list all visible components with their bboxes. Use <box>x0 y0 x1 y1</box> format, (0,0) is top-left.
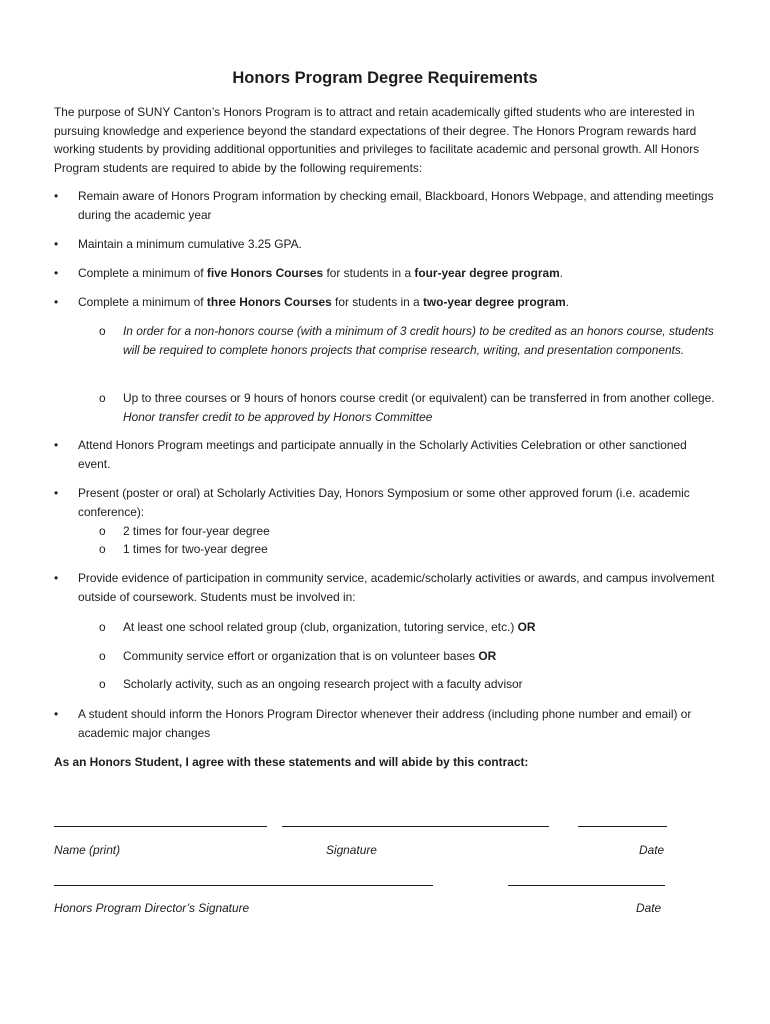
director-date-label: Date <box>636 901 662 915</box>
bullet-icon: • <box>54 237 59 251</box>
emphasis-text: three Honors Courses <box>206 295 332 309</box>
sub-item-text <box>123 389 719 426</box>
requirement-text: A student should inform the Honors Program Director whenever their address (including phone number and email) or academic major changes <box>78 707 692 740</box>
text-segment: Community service effort or organization that is on volunteer bases <box>123 649 479 663</box>
italic-text: Honor transfer credit to be approved by Honors Committee <box>123 409 433 424</box>
bullet-icon: • <box>54 486 59 500</box>
bullet-icon: • <box>54 189 59 203</box>
agreement-statement: As an Honors Student, I agree with these statements and will abide by this contract: <box>54 755 529 769</box>
bullet-icon: • <box>54 266 59 280</box>
circle-bullet-icon: o <box>99 649 106 663</box>
date-line[interactable] <box>578 826 667 827</box>
emphasis-text: four-year degree program <box>414 266 560 280</box>
sub-item-text <box>123 647 719 666</box>
requirement-text <box>78 264 720 283</box>
sub-item <box>99 389 719 426</box>
text-segment: Complete a minimum of <box>78 266 207 280</box>
sub-item <box>99 647 719 666</box>
emphasis-text: five Honors Courses <box>206 266 324 280</box>
circle-bullet-icon: o <box>99 620 106 634</box>
requirement-text: Remain aware of Honors Program information by checking email, Blackboard, Honors Webpage, and attending meetings during the academic year <box>78 189 714 222</box>
sub-item-text <box>123 322 719 359</box>
intro-paragraph: The purpose of SUNY Canton’s Honors Program is to attract and retain academically gifted students who are interested in pursuing knowledge and experience beyond the standard expectations of their degree. The Honors Program rewards hard working students by providing additional opportunities and privileges to facilitate academic and personal growth. All Honors Program students are required to abide by the following requirements: <box>54 105 700 175</box>
page-title: Honors Program Degree Requirements <box>232 69 538 87</box>
circle-bullet-icon: o <box>99 542 106 556</box>
text-segment: . <box>565 295 570 309</box>
requirement-text <box>78 293 720 312</box>
bullet-icon: • <box>54 295 59 309</box>
sub-item <box>99 522 719 541</box>
director-signature-label: Honors Program Director’s Signature <box>54 901 250 915</box>
sub-item-text: 1 times for two-year degree <box>123 542 268 556</box>
director-signature-line[interactable] <box>54 885 433 886</box>
text-segment: for students in a <box>331 295 423 309</box>
emphasis-text: OR <box>478 649 497 663</box>
sub-item <box>99 540 719 559</box>
italic-text: In order for a non-honors course (with a minimum of 3 credit hours) to be credited as an honors course, students will be required to complete honors projects that comprise research, writing, and presentation components. <box>123 324 714 357</box>
requirement-item <box>54 569 720 606</box>
requirement-item <box>54 235 720 254</box>
text-segment: for students in a <box>323 266 415 280</box>
emphasis-text: OR <box>517 620 536 634</box>
requirement-item <box>54 264 720 283</box>
requirement-item <box>54 484 720 521</box>
requirement-text: Maintain a minimum cumulative 3.25 GPA. <box>78 237 302 251</box>
requirement-item <box>54 293 720 312</box>
name-print-label: Name (print) <box>54 843 121 857</box>
requirement-text: Attend Honors Program meetings and participate annually in the Scholarly Activities Celebration or other sanctioned event. <box>78 438 687 471</box>
name-signature-line[interactable] <box>54 826 267 827</box>
requirement-text: Present (poster or oral) at Scholarly Activities Day, Honors Symposium or some other approved forum (i.e. academic conference): <box>78 486 690 519</box>
circle-bullet-icon: o <box>99 324 106 338</box>
text-segment: . <box>559 266 564 280</box>
circle-bullet-icon: o <box>99 677 106 691</box>
sub-item <box>99 322 719 359</box>
director-date-line[interactable] <box>508 885 665 886</box>
bullet-icon: • <box>54 707 59 721</box>
text-segment: Complete a minimum of <box>78 295 207 309</box>
sub-item <box>99 675 719 694</box>
sub-item-text <box>123 618 719 637</box>
signature-line[interactable] <box>282 826 549 827</box>
text-segment: At least one school related group (club, organization, tutoring service, etc.) <box>123 620 518 634</box>
circle-bullet-icon: o <box>99 524 106 538</box>
text-segment: Up to three courses or 9 hours of honors course credit (or equivalent) can be transferred in from another college. <box>123 391 715 405</box>
bullet-icon: • <box>54 438 59 452</box>
requirement-item <box>54 187 720 224</box>
requirement-item <box>54 705 720 742</box>
requirement-item <box>54 436 720 473</box>
emphasis-text: two-year degree program <box>422 295 566 309</box>
circle-bullet-icon: o <box>99 391 106 405</box>
bullet-icon: • <box>54 571 59 585</box>
sub-item-text: 2 times for four-year degree <box>123 524 270 538</box>
date-label: Date <box>639 843 665 857</box>
requirement-text: Provide evidence of participation in community service, academic/scholarly activities or awards, and campus involvement outside of coursework. Students must be involved in: <box>78 571 715 604</box>
signature-label: Signature <box>326 843 377 857</box>
sub-item-text: Scholarly activity, such as an ongoing research project with a faculty advisor <box>123 677 523 691</box>
sub-item <box>99 618 719 637</box>
